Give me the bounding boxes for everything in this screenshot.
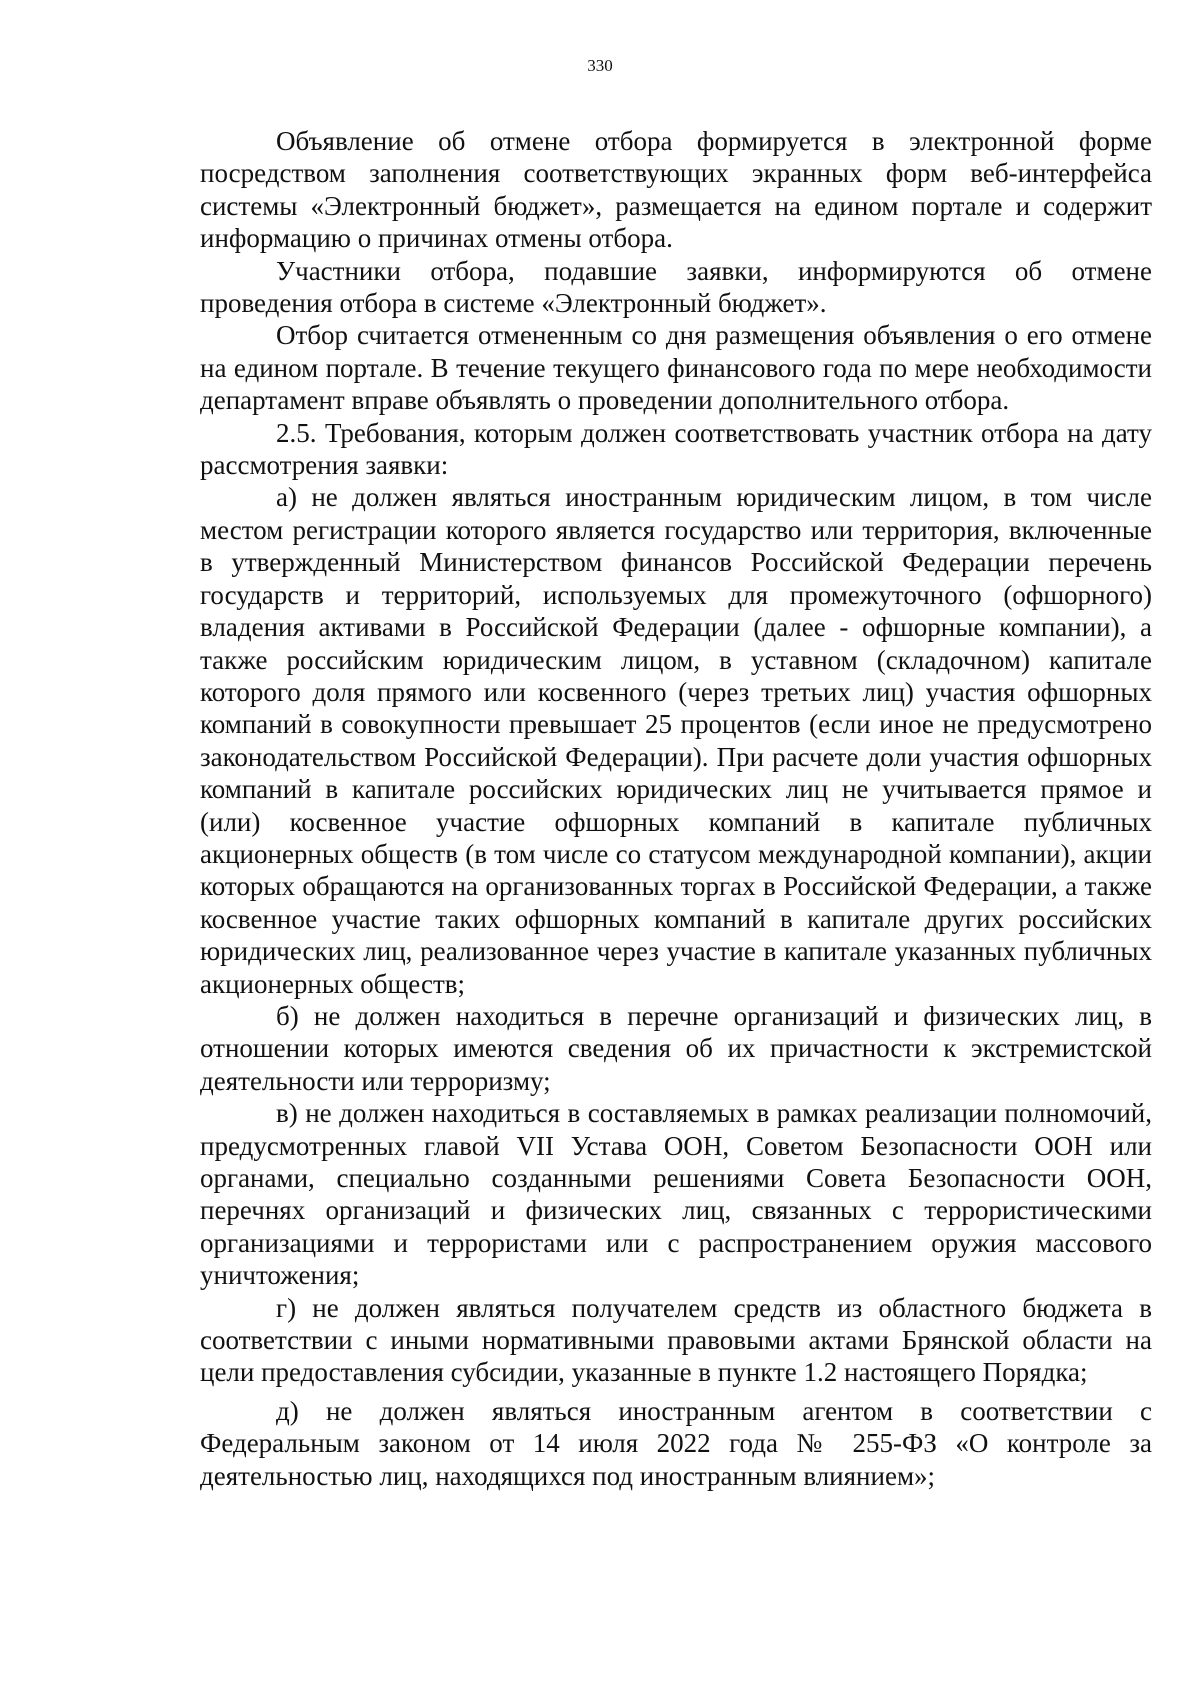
paragraph-item-v: в) не должен находиться в составляемых в рамках реализации полномочий, предусмотренных главой VII Устава ООН, Советом Безопасности ООН или органами, специально созданными решениями Совета Безопасности ООН, перечнях организаций и физических лиц, связанных с террористическими организациями и террористами или с распространением оружия массового уничтожения; [200,1098,1152,1291]
document-body [200,125,1152,1492]
paragraph-item-d: д) не должен являться иностранным агентом в соответствии с Федеральным законом от 14 июля 2022 года № 255-ФЗ «О контроле за деятельностью лиц, находящихся под иностранным влиянием»; [200,1395,1152,1491]
page-number: 330 [587,56,613,75]
paragraph-item-b: б) не должен находиться в перечне организаций и физических лиц, в отношении которых имеются сведения об их причастности к экстремистской деятельности или терроризму; [200,1000,1152,1096]
paragraph-section-2-5: 2.5. Требования, которым должен соответствовать участник отбора на дату рассмотрения заявки: [200,417,1152,481]
paragraph-cancel-announcement: Объявление об отмене отбора формируется в электронной форме посредством заполнения соответствующих экранных форм веб-интерфейса системы «Электронный бюджет», размещается на едином портале и содержит информацию о причинах отмены отбора. [200,126,1152,254]
paragraph-participants-informed: Участники отбора, подавшие заявки, информируются об отмене проведения отбора в системе «Электронный бюджет». [200,255,1152,319]
paragraph-item-g: г) не должен являться получателем средств из областного бюджета в соответствии с иными нормативными правовыми актами Брянской области на цели предоставления субсидии, указанные в пункте 1.2 настоящего Порядка; [200,1292,1152,1388]
paragraph-cancellation-effective: Отбор считается отмененным со дня размещения объявления о его отмене на едином портале. В течение текущего финансового года по мере необходимости департамент вправе объявлять о проведении дополнительного отбора. [200,320,1152,416]
paragraph-item-a: а) не должен являться иностранным юридическим лицом, в том числе местом регистрации которого является государство или территория, включенные в утвержденный Министерством финансов Российской Федерации перечень государств и территорий, используемых для промежуточного (офшорного) владения активами в Российской Федерации (далее - офшорные компании), а также российским юридическим лицом, в уставном (складочном) капитале которого доля прямого или косвенного (через третьих лиц) участия офшорных компаний в совокупности превышает 25 процентов (если иное не предусмотрено законодательством Российской Федерации). При расчете доли участия офшорных компаний в капитале российских юридических лиц не учитывается прямое и (или) косвенное участие офшорных компаний в капитале публичных акционерных обществ (в том числе со статусом международной компании), акции которых обращаются на организованных торгах в Российской Федерации, а также косвенное участие таких офшорных компаний в капитале других российских юридических лиц, реализованное через участие в капитале указанных публичных акционерных обществ; [200,482,1152,999]
